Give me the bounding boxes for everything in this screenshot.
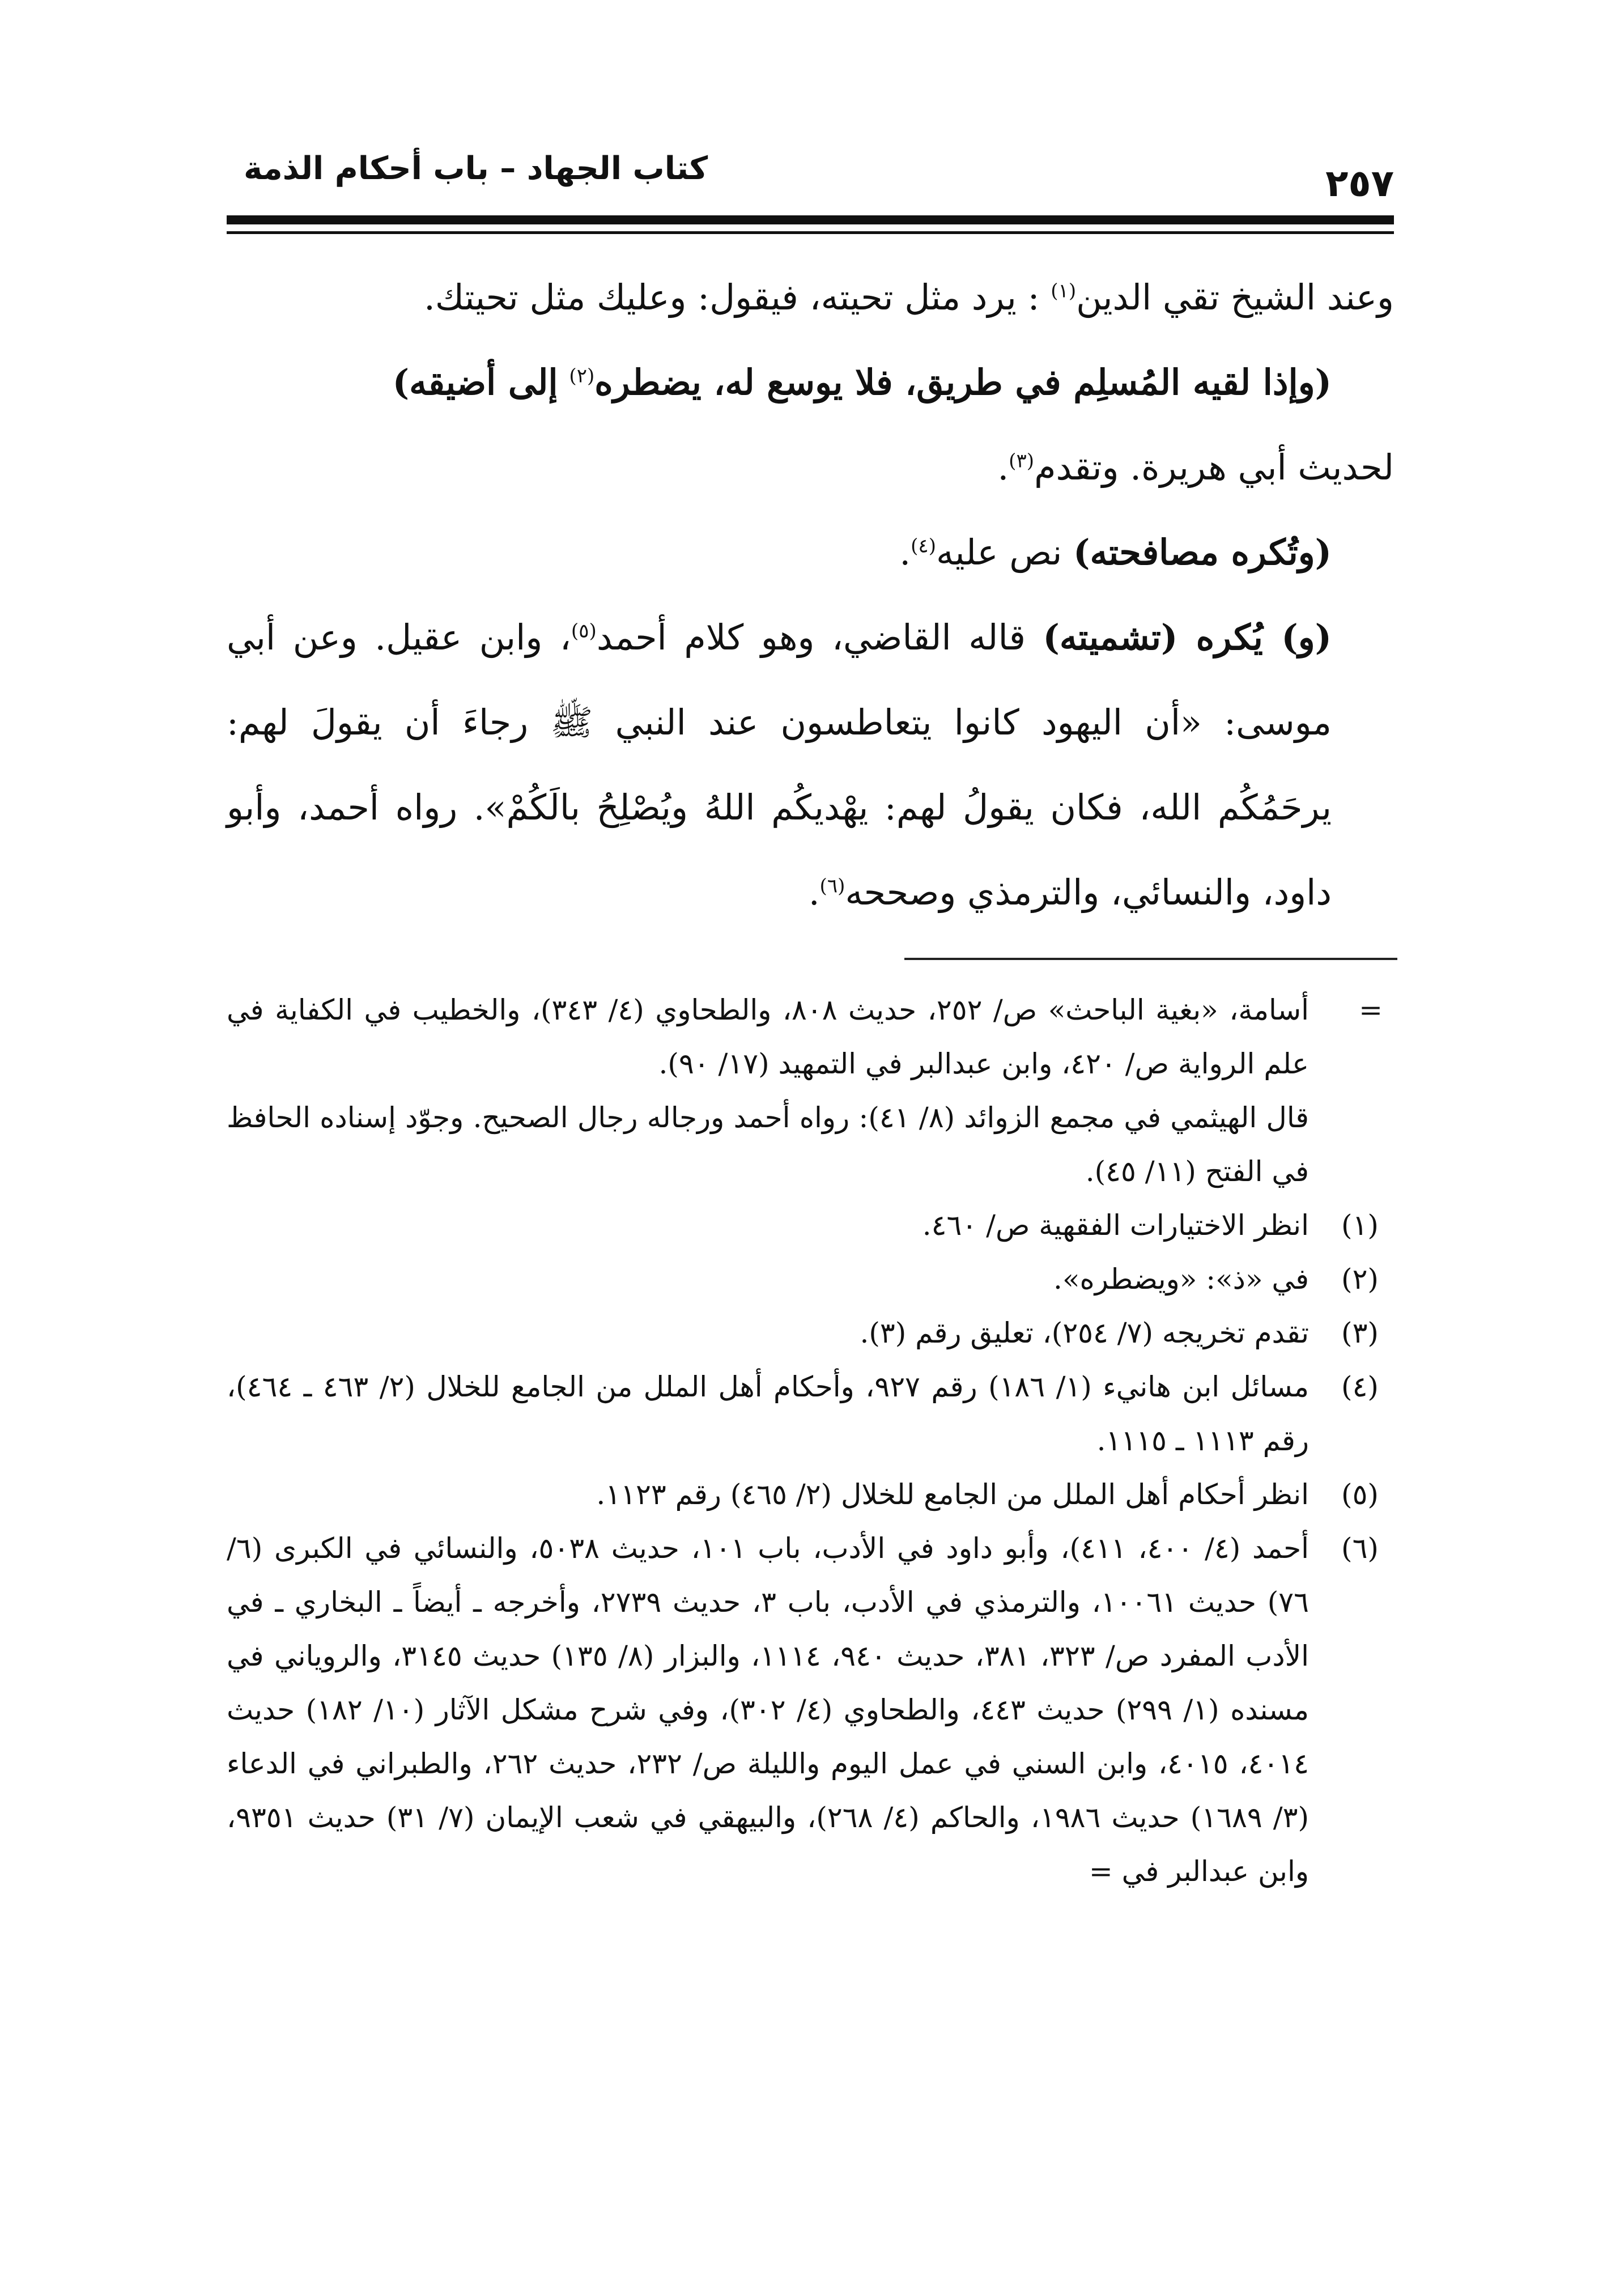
main-text: [227, 255, 1394, 935]
footnote-number: (٦): [1341, 1532, 1379, 1565]
p3-text: نص عليه: [936, 532, 1062, 573]
footnote-text: أحمد (٤/ ٤٠٠، ٤١١)، وأبو داود في الأدب، باب ١٠١، حديث ٥٠٣٨، والنسائي في الكبرى (٦/ ٧٦) حديث ١٠٠٦١، والترمذي في الأدب، باب ٣، حديث ٢٧٣٩، وأخرجه ـ أيضاً ـ البخاري ـ في الأدب المفرد ص/ ٣٢٣، ٣٨١، حديث ٩٤٠، ١١١٤، والبزار (٨/ ١٣٥) حديث ٣١٤٥، والروياني في مسنده (١/ ٢٩٩) حديث ٤٤٣، والطحاوي (٤/ ٣٠٢)، وفي شرح مشكل الآثار (١٠/ ١٨٢) حديث ٤٠١٤، ٤٠١٥، وابن السني في عمل اليوم والليلة ص/ ٢٣٢، حديث ٢٦٢، والطبراني في الدعاء (٣/ ١٦٨٩) حديث ١٩٨٦، والحاكم (٤/ ٢٦٨)، والبيهقي في شعب الإيمان (٧/ ٣١) حديث ٩٣٥١، وابن عبدالبر في =: [227, 1532, 1310, 1888]
header-rule-thick: [227, 215, 1394, 224]
footnote-continuation: [227, 983, 1394, 1091]
footnote-ref-2: (٢): [569, 364, 595, 388]
footnote-ref-5: (٥): [571, 619, 597, 643]
footnote-4: [227, 1360, 1394, 1468]
footnote-number: (٤): [1341, 1370, 1379, 1403]
p3-bold: (وتُكره مصافحته): [1073, 532, 1332, 573]
paragraph-2: [227, 340, 1394, 425]
running-title: كتاب الجهاد – باب أحكام الذمة: [244, 150, 708, 187]
p2-bold-2: إلى أضيقه): [392, 362, 558, 403]
paragraph-4: [227, 595, 1394, 935]
p2-text: لحديث أبي هريرة. وتقدم: [1034, 447, 1394, 488]
footnote-number: (٥): [1341, 1478, 1379, 1511]
footnote-1: [227, 1199, 1394, 1252]
footnote-text: انظر أحكام أهل الملل من الجامع للخلال (٢/ ٤٦٥) رقم ١١٢٣.: [596, 1478, 1309, 1511]
footnote-text: انظر الاختيارات الفقهية ص/ ٤٦٠.: [922, 1209, 1309, 1242]
continuation-text-1: أسامة، «بغية الباحث» ص/ ٢٥٢، حديث ٨٠٨، والطحاوي (٤/ ٣٤٣)، والخطيب في الكفاية في علم الرواية ص/ ٤٢٠، وابن عبدالبر في التمهيد (١٧/ ٩٠).: [227, 993, 1310, 1080]
continuation-marker: =: [1359, 993, 1383, 1026]
footnote-continuation-2: [227, 1091, 1394, 1199]
header-rule-thin: [227, 231, 1394, 234]
p4-bold: (و) يُكره (تشميته): [1043, 617, 1332, 658]
footnote-2: [227, 1252, 1394, 1306]
p2-bold-1: (وإذا لقيه المُسلِم في طريق، فلا يوسع له، يضطره: [594, 362, 1332, 403]
footnote-ref-3: (٣): [1009, 449, 1035, 473]
footnote-ref-1: (١): [1051, 279, 1077, 303]
footnote-ref-4: (٤): [911, 534, 937, 558]
p2-end: .: [997, 447, 1009, 488]
footnotes: [227, 983, 1394, 1899]
footnote-number: (٢): [1341, 1263, 1379, 1296]
footnote-text: تقدم تخريجه (٧/ ٢٥٤)، تعليق رقم (٣).: [860, 1317, 1309, 1349]
footnote-5: [227, 1468, 1394, 1522]
footnote-3: [227, 1306, 1394, 1360]
running-header: [227, 145, 1394, 213]
footnote-separator: [904, 958, 1397, 960]
footnote-number: (١): [1341, 1209, 1379, 1242]
footnote-text: في «ذ»: «ويضطره».: [1053, 1263, 1309, 1296]
footnote-number: (٣): [1341, 1317, 1379, 1349]
p4-rest: ، وابن عقيل. وعن أبي موسى: «أن اليهود كانوا يتعاطسون عند النبي ﷺ رجاءَ أن يقولَ لهم: يرحَمُكُم الله، فكان يقولُ لهم: يهْديكُم اللهُ ويُصْلِحُ بالَكُمْ». رواه أحمد، وأبو داود، والنسائي، والترمذي وصححه: [227, 617, 1332, 913]
paragraph-3: [227, 510, 1394, 595]
page-number: ٢٥٧: [1325, 162, 1394, 205]
footnote-ref-6: (٦): [819, 874, 845, 898]
p4-end: .: [808, 872, 820, 913]
continuation-text-2: قال الهيثمي في مجمع الزوائد (٨/ ٤١): رواه أحمد ورجاله رجال الصحيح. وجوّد إسناده الحافظ في الفتح (١١/ ٤٥).: [227, 1101, 1309, 1188]
p4-text: قاله القاضي، وهو كلام أحمد: [596, 617, 1026, 658]
footnote-6: [227, 1522, 1394, 1899]
footnote-text: مسائل ابن هانيء (١/ ١٨٦) رقم ٩٢٧، وأحكام أهل الملل من الجامع للخلال (٢/ ٤٦٣ ـ ٤٦٤)، رقم ١١١٣ ـ ١١١٥.: [227, 1370, 1309, 1457]
p3-end: .: [899, 532, 911, 573]
p1-rest: : يرد مثل تحيته، فيقول: وعليك مثل تحيتك.: [424, 277, 1040, 318]
p1-text: وعند الشيخ تقي الدين: [1076, 277, 1394, 318]
paragraph-1: [227, 255, 1394, 340]
paragraph-2b: [227, 425, 1394, 510]
